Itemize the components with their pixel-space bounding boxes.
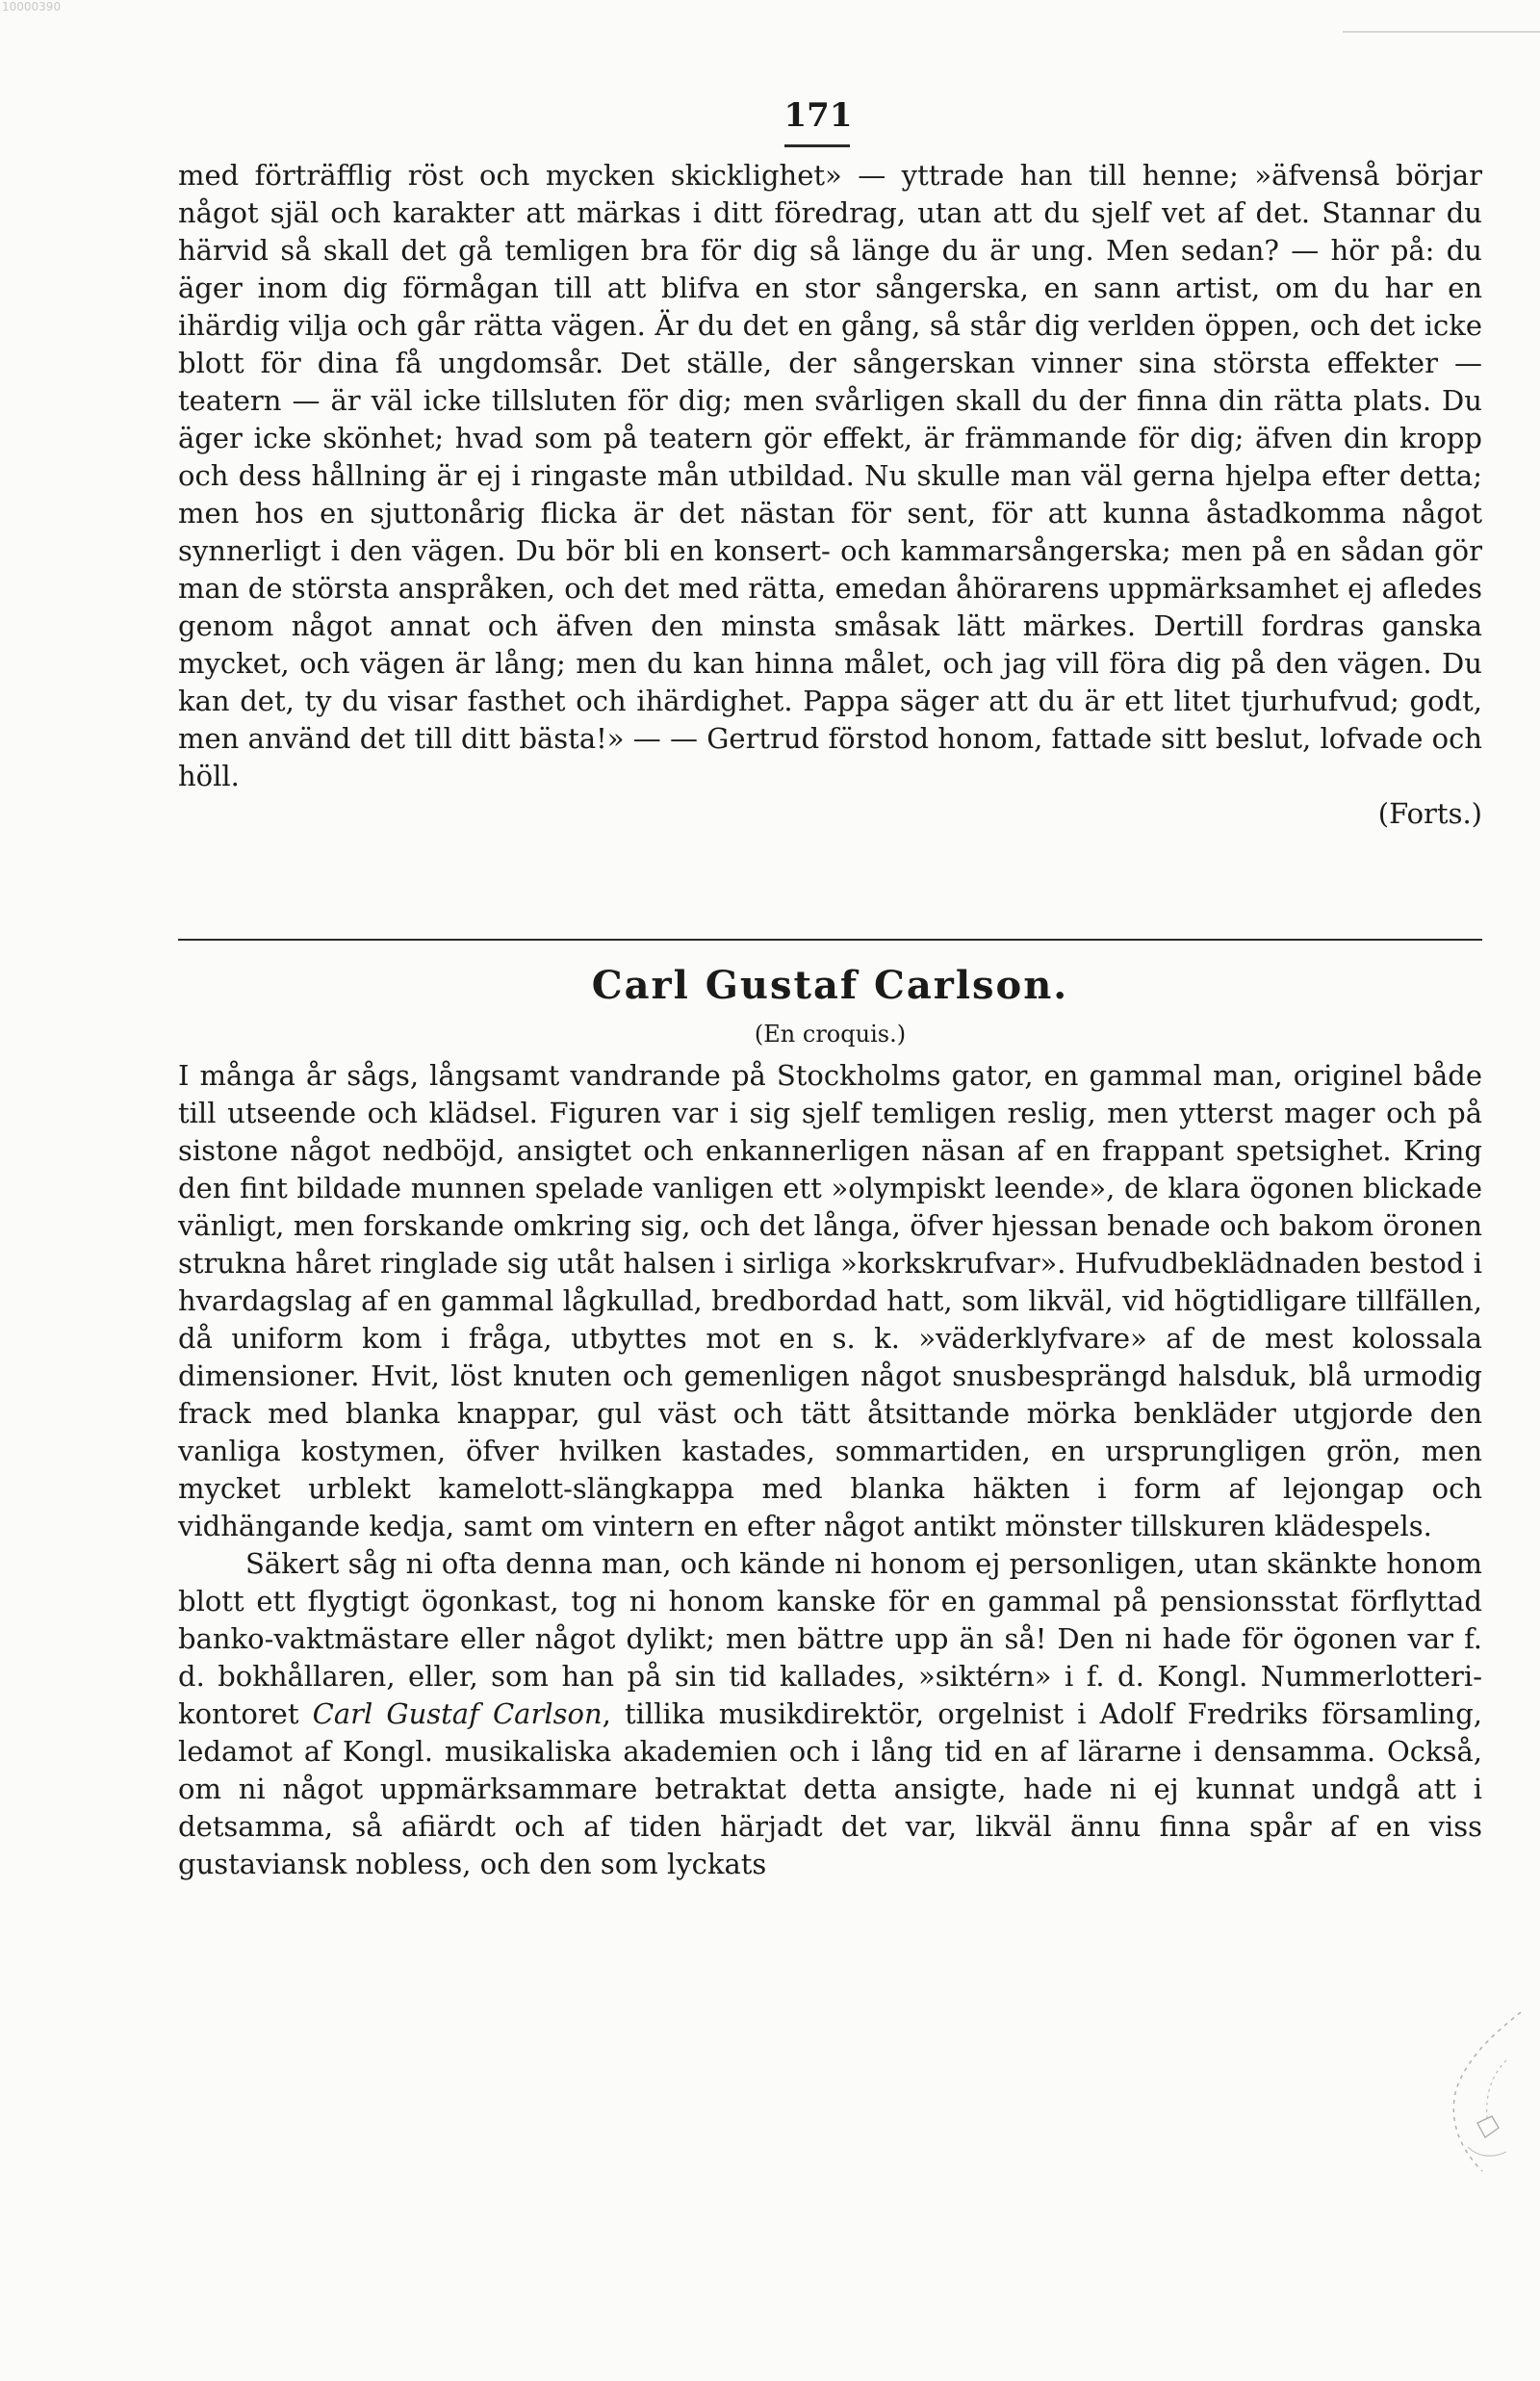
to-be-continued-label: (Forts.) xyxy=(1377,797,1482,830)
scan-id-label: 10000390 xyxy=(2,0,62,13)
top-edge-rule xyxy=(1343,31,1540,33)
library-stamp-mark xyxy=(1439,2003,1535,2195)
subject-name-italic: Carl Gustaf Carlson xyxy=(312,1697,603,1730)
paragraph-2-trailing-text: , tillika musikdirektör, orgelnist i Adolf Fredriks församling, ledamot af Kongl. musikaliska akademien och i lång tid en af lärarne i densamma. Också, om ni något uppmärksammare betraktat detta ansigte, hade ni ej kunnat undgå att i detsamma, så afiärdt och af tiden härjadt det var, likväl ännu finna spår af en viss gustaviansk nobless, och den som lyckats xyxy=(178,1697,1482,1880)
continuation-text-block xyxy=(178,157,1482,833)
continuation-paragraph: med förträfflig röst och mycken skicklighet» — yttrade han till henne; »äfvenså börjar något själ och karakter att märkas i ditt föredrag, utan att du sjelf vet af det. Stannar du härvid så skall det gå temligen bra för dig så länge du är ung. Men sedan? — hör på: du äger inom dig förmågan till att blifva en stor sångerska, en sann artist, om du har en ihärdig vilja och går rätta vägen. Är du det en gång, så står dig verlden öppen, och det icke blott för dina få ungdomsår. Det ställe, der sångerskan vinner sina största effekter — teatern — är väl icke tillsluten för dig; men svårligen skall du der finna din rätta plats. Du äger icke skönhet; hvad som på teatern gör effekt, är främmande för dig; äfven din kropp och dess hållning är ej i ringaste mån utbildad. Nu skulle man väl gerna hjelpa efter detta; men hos en sjuttonårig flicka är det nästan för sent, för att kunna åstadkomma något synnerligt i den vägen. Du bör bli en konsert- och kammarsångerska; men på en sådan gör man de största anspråken, och det med rätta, emedan åhörarens uppmärksamhet ej afledes genom något annat och äfven den minsta småsak lätt märkes. Dertill fordras ganska mycket, och vägen är lång; men du kan hinna målet, och jag vill föra dig på den vägen. Du kan det, ty du visar fasthet och ihärdighet. Pappa säger att du är ett litet tjurhufvud; godt, men använd det till ditt bästa!» — — Gertrud förstod honom, fattade sitt beslut, lofvade och höll. xyxy=(178,159,1482,792)
section-divider xyxy=(178,939,1482,941)
article-subtitle: (En croquis.) xyxy=(754,1021,907,1048)
article-body xyxy=(178,1057,1482,1883)
continuation-closing-line xyxy=(178,795,1482,833)
article-paragraph-1: I många år sågs, långsamt vandrande på Stockholms gator, en gammal man, originel både till utseende och klädsel. Figuren var i sig sjelf temligen reslig, men ytterst mager och på sistone något nedböjd, ansigtet och enkannerligen näsan af en frappant spetsighet. Kring den fint bildade munnen spelade vanligen ett »olympiskt leende», de klara ögonen blickade vänligt, men forskande omkring sig, och det långa, öfver hjessan benade och bakom öronen strukna håret ringlade sig utåt halsen i sirliga »korkskrufvar». Hufvudbeklädnaden bestod i hvardagslag af en gammal lågkullad, bredbordad hatt, som likväl, vid högtidligare tillfällen, då uniform kom i fråga, utbyttes mot en s. k. »väderklyfvare» af de mest kolossala dimensioner. Hvit, löst knuten och gemenligen något snusbesprängd halsduk, blå urmodig frack med blanka knappar, gul väst och tätt åtsittande mörka benkläder utgjorde den vanliga kostymen, öfver hvilken kastades, sommartiden, en ursprungligen grön, men mycket urblekt kamelott-slängkappa med blanka häkten i form af lejongap och vidhängande kedja, samt om vintern en efter något antikt mönster tillskuren klädespels. xyxy=(178,1059,1482,1542)
paragraph-2-lead-text: Säkert såg ni ofta denna man, och kände ni honom ej personligen, utan skänkte honom blott ett flygtigt ögonkast, tog ni honom kanske för en gammal på pensionsstat förflyttad banko-vaktmästare eller något dylikt; men bättre upp än så! Den ni hade för ögonen var f. d. bokhållaren, eller, som han på sin tid kallades, »siktérn» i f. d. Kongl. Nummerlotteri-kontoret xyxy=(178,1547,1482,1730)
page-number-underline xyxy=(784,144,850,147)
article-paragraph-2 xyxy=(178,1545,1482,1883)
article-title: Carl Gustaf Carlson. xyxy=(591,963,1069,1008)
page-number: 171 xyxy=(783,96,853,135)
